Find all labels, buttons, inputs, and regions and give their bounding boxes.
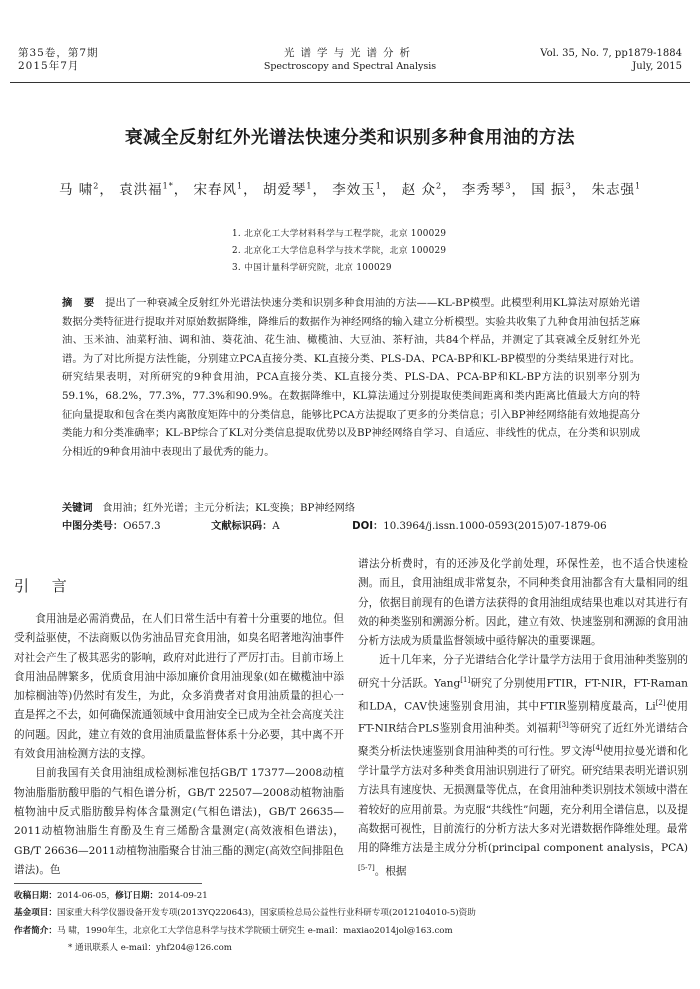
paragraph: 谱法分析费时，有的还涉及化学前处理，环保性差，也不适合快速检测。而且，食用油组成非常复杂，不同种类食用油都含有大量相同的组分，依据目前现有的色谱方法获得的食用油组成结果也难以对其进行有效的种类鉴别和溯源分析。因此，建立有效、快速鉴别和溯源的食用油分析方法成为质量监督领域中亟待解决的重要课题。 bbox=[358, 558, 688, 648]
citation[interactable]: [5-7] bbox=[358, 863, 375, 872]
keywords-label: 关键词 bbox=[62, 503, 93, 514]
author: 袁洪福$^{1*}$ bbox=[119, 181, 174, 198]
abstract-text: 提出了一种衰减全反射红外光谱法快速分类和识别多种食用油的方法——KL-BP模型。此模型利用KL算法对原始光谱数据分类特征进行提取并对原始数据降维，降维后的数据作为神经网络的输入建立分析模型。实验共收集了九种食用油包括芝麻油、玉米油、油菜籽油、调和油、葵花油、花生油、橄榄油、大豆油、茶籽油，共84个样品，并测定了其衰减全反射红外光谱。为了对比所提方法性能，分别建立PCA直接分类、KL直接分类、PLS-DA、PCA-BP和KL-BP模型的分类结果进行对比。研究结果表明，对所研究的9种食用油，PCA直接分类、KL直接分类、PLS-DA、PCA-BP和KL-BP方法的识别率分别为59.1%，68.2%，77.3%，77.3%和90.9%。在数据降维中，KL算法通过分别提取使类间距离和类内距离比值最大方向的特征向量提取和包含在类内离散度矩阵中的分类信息，能够比PCA方法提取了更多的分类信息；引入BP神经网络能有效地提高分类能力和分类准确率；KL-BP综合了KL对分类信息提取优势以及BP神经网络自学习、自适应、非线性的优点，在分类和识别成分相近的9种食用油中表现出了最优秀的能力。 bbox=[62, 297, 640, 458]
left-column bbox=[14, 610, 344, 880]
running-header-pages bbox=[540, 47, 682, 73]
header-rule bbox=[10, 82, 690, 83]
footnotes bbox=[14, 888, 690, 957]
doi-label: DOI： bbox=[352, 521, 384, 532]
revised-date: 2014-09-21 bbox=[158, 891, 208, 901]
classification-line bbox=[62, 518, 640, 536]
affiliations bbox=[232, 226, 446, 277]
affiliation: 2. 北京化工大学信息科学与技术学院，北京 100029 bbox=[232, 246, 447, 256]
author: 胡爱琴$^1$ bbox=[262, 181, 313, 198]
publication-date: 2015年7月 bbox=[18, 60, 80, 72]
abstract bbox=[62, 294, 640, 461]
citation[interactable]: [2] bbox=[655, 698, 666, 707]
author: 李秀琴$^3$ bbox=[461, 181, 512, 198]
author: 国 振$^3$ bbox=[531, 181, 572, 198]
corresponding-author: * 通讯联系人 e-mail：yhf204@126.com bbox=[68, 942, 232, 953]
received-label: 收稿日期： bbox=[14, 891, 57, 901]
abstract-label: 摘 要 bbox=[62, 297, 99, 309]
clc-label: 中图分类号： bbox=[62, 521, 124, 532]
paragraph: 目前我国有关食用油组成检测标准包括GB/T 17377—2008动植物油脂脂肪酸甲脂的气相色谱分析，GB/T 22507—2008动植物油脂植物油中反式脂肪酸异构体含量测定(气相色谱法)，GB/T 26635—2011动植物油脂生育酚及生育三烯酚含量测定(高效液相色谱法)，GB/T 26636—2011动植物油脂聚合甘油三酯的测定(高效空间排阻色谱法)。色 bbox=[14, 767, 344, 876]
keywords-text: 食用油；红外光谱；主元分析法；KL变换；BP神经网络 bbox=[102, 503, 356, 514]
received-line: 收稿日期：2014-06-05，修订日期：2014-09-21 bbox=[14, 891, 208, 901]
citation[interactable]: [4] bbox=[592, 744, 603, 753]
clc-code: O657.3 bbox=[123, 521, 161, 532]
volume-issue: 第35卷，第7期 bbox=[18, 47, 99, 59]
section-heading-introduction: 引 言 bbox=[14, 577, 76, 595]
citation[interactable]: [1] bbox=[460, 675, 471, 684]
revised-label: 修订日期： bbox=[115, 891, 159, 901]
journal-name-en: Spectroscopy and Spectral Analysis bbox=[263, 61, 437, 72]
author: 李效玉$^1$ bbox=[332, 181, 382, 198]
date-en: July, 2015 bbox=[632, 61, 682, 72]
affiliation: 3. 中国计量科学研究院，北京 100029 bbox=[232, 263, 392, 273]
keywords-block bbox=[62, 500, 640, 536]
right-column bbox=[358, 555, 688, 881]
bio-label: 作者简介： bbox=[14, 925, 57, 936]
author-list: 马 啸$^2$， 袁洪福$^{1*}$， 宋春风$^1$， 胡爱琴$^1$， 李效玉$^1$， 赵 众$^2$， 李秀琴$^3$， 国 振$^3$， 朱志强$^1$ bbox=[58, 181, 642, 198]
author: 赵 众$^2$ bbox=[401, 181, 443, 198]
doi: 10.3964/j.issn.1000-0593(2015)07-1879-06 bbox=[383, 521, 607, 532]
received-date: 2014-06-05 bbox=[56, 891, 107, 901]
volume-pages-en: Vol. 35, No. 7, pp1879-1884 bbox=[540, 48, 682, 59]
affiliation: 1. 北京化工大学材料科学与工程学院，北京 100029 bbox=[232, 229, 447, 239]
fund-label: 基金项目： bbox=[14, 908, 57, 919]
doc-code: A bbox=[272, 521, 280, 532]
fund-line bbox=[14, 905, 690, 922]
bio-text: 马 啸，1990年生，北京化工大学信息科学与技术学院硕士研究生 e-mail：maxiao2014jol@163.com bbox=[56, 925, 453, 936]
doc-code-label: 文献标识码： bbox=[211, 521, 273, 532]
author: 宋春风$^1$ bbox=[193, 181, 244, 198]
author: 马 啸$^2$ bbox=[58, 181, 100, 198]
bio-line bbox=[14, 923, 690, 940]
keywords-line bbox=[62, 500, 640, 518]
author: 朱志强$^1$ bbox=[591, 181, 642, 198]
footnote-rule bbox=[14, 883, 202, 884]
paper-title: 衰减全反射红外光谱法快速分类和识别多种食用油的方法 bbox=[125, 128, 575, 148]
fund-text: 国家重大科学仪器设备开发专项(2013YQ220643)，国家质检总局公益性行业科研专项(2012104010-5)资助 bbox=[56, 908, 476, 919]
paragraph: 近十几年来，分子光谱结合化学计量学方法用于食用油种类鉴别的研究十分活跃。Yang[1]研究了分别使用FTIR，FT-NIR，FT-Raman和LDA，CAV快速鉴别食用油，其中FTIR鉴别精度最高，Li[2]使用FT-NIR结合PLS鉴别食用油种类。刘福莉[3]等研究了近红外光谱结合聚类分析法快速鉴别食用油种类的可行性。罗文涛[4]使用拉曼光谱和化学计量学方法对多种类食用油识别进行了研究。研究结果表明光谱识别方法具有速度快、无损测量等优点，在食用油种类识别技术领域中潜在着较好的应用前景。为克服“共线性”问题，充分利用全谱信息，以及提高数据可视性，目前流行的分析方法大多对光谱数据作降维处理。最常用的降维方法是主成分分析(principal component analysis，PCA)[5-7]。根据 bbox=[358, 654, 689, 878]
journal-name-zh: 光谱学与光谱分析 bbox=[284, 47, 416, 59]
paragraph: 食用油是必需消费品，在人们日常生活中有着十分重要的地位。但受利益驱使，不法商贩以伪劣油品冒充食用油，如臭名昭著地沟油事件对社会产生了极其恶劣的影响，政府对此进行了严厉打击。目前市场上食用油品牌繁多，优质食用油中添加廉价食用油现象(如在橄榄油中添加棕榈油等)仍然时有发生，为此，众多消费者对食用油质量的担心一直是挥之不去，如何确保流通领域中食用油安全已成为全社会高度关注的问题。因此，建立有效的食用油质量监督体系十分必要，其中离不开有效食用油检测方法的支撑。 bbox=[14, 613, 344, 761]
citation[interactable]: [3] bbox=[558, 721, 569, 730]
